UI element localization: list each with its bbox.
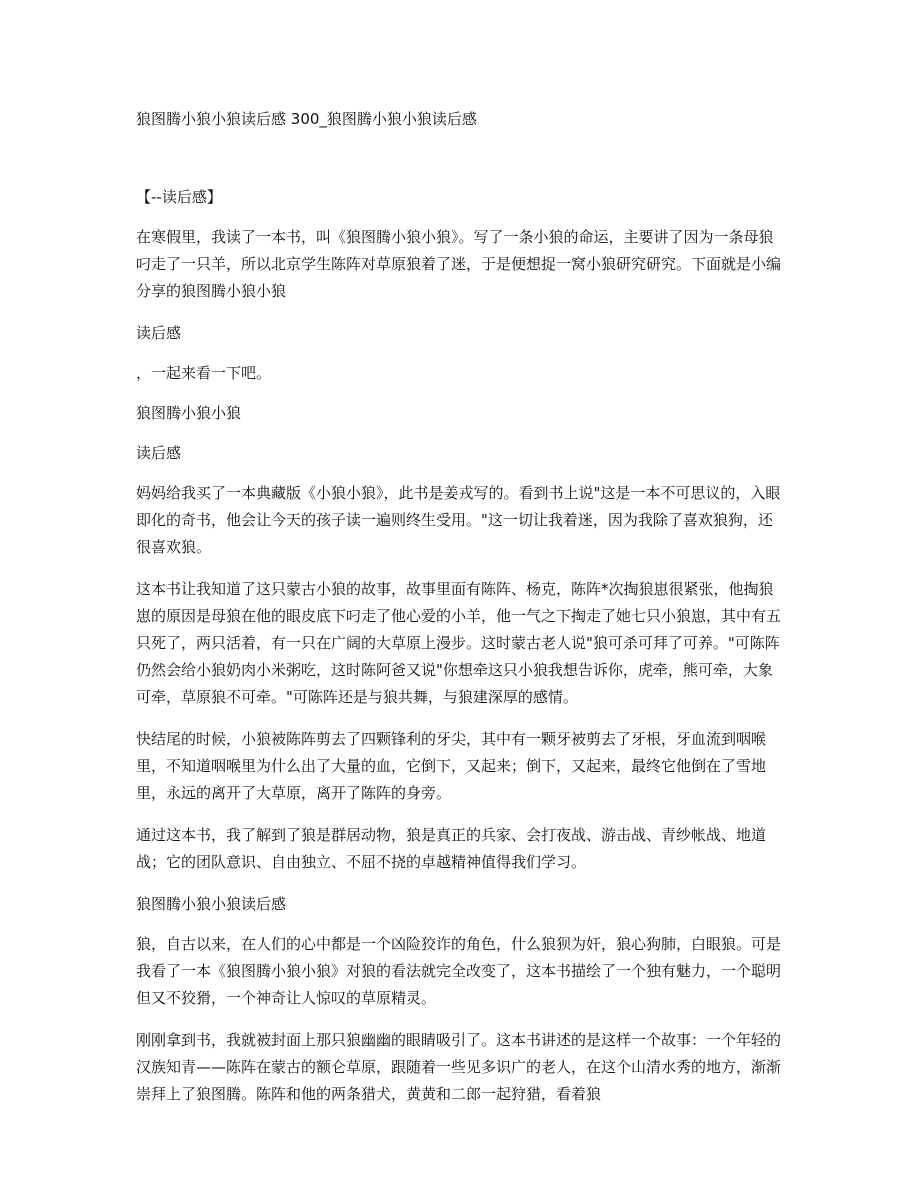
section-heading: 狼图腾小狼小狼读后感 xyxy=(136,895,287,913)
paragraph: 妈妈给我买了一本典藏版《小狼小狼》，此书是姜戎写的。看到书上说"这是一本不可思议的，入眼即化的奇书，他会让今天的孩子读一遍则终生受用。"这一切让我着迷，因为我除了喜欢狼狗，还很喜欢狼。 xyxy=(136,484,781,556)
paragraph-intro: 在寒假里，我读了一本书，叫《狼图腾小狼小狼》。写了一条小狼的命运，主要讲了因为一条母狼叼走了一只羊，所以北京学生陈阵对草原狼着了迷，于是便想捉一窝小狼研究研究。下面就是小编分享的狼图腾小狼小狼 xyxy=(136,228,782,300)
document-title: 狼图腾小狼小狼读后感 300_狼图腾小狼小狼读后感 xyxy=(136,110,477,128)
section-heading: 狼图腾小狼小狼 xyxy=(136,404,242,422)
section-heading: 读后感 xyxy=(136,444,182,462)
paragraph: 狼，自古以来，在人们的心中都是一个凶险狡诈的角色，什么狼狈为奸，狼心狗肺，白眼狼。可是我看了一本《狼图腾小狼小狼》对狼的看法就完全改变了，这本书描绘了一个独有魅力，一个聪明但又不狡猾，一个神奇让人惊叹的草原精灵。 xyxy=(136,935,782,1007)
paragraph-fragment: 读后感 xyxy=(136,324,182,342)
paragraph: 快结尾的时候，小狼被陈阵剪去了四颗锋利的牙尖，其中有一颗牙被剪去了牙根，牙血流到咽喉里，不知道咽喉里为什么出了大量的血，它倒下，又起来；倒下，又起来，最终它他倒在了雪地里，永远的离开了大草原，离开了陈阵的身旁。 xyxy=(136,730,767,802)
paragraph: 这本书让我知道了这只蒙古小狼的故事，故事里面有陈阵、杨克，陈阵*次掏狼崽很紧张，他掏狼崽的原因是母狼在他的眼皮底下叼走了他心爱的小羊，他一气之下掏走了她七只小狼崽，其中有五只死了，两只活着，有一只在广阔的大草原上漫步。这时蒙古老人说"狼可杀可拜了可养。"可陈阵仍然会给小狼奶肉小米粥吃，这时陈阿爸又说"你想牵这只小狼我想告诉你，虎牵，熊可牵，大象可牵，草原狼不可牵。"可陈阵还是与狼共舞，与狼建深厚的感情。 xyxy=(136,580,782,706)
paragraph-fragment: ，一起来看一下吧。 xyxy=(136,364,272,382)
paragraph: 通过这本书，我了解到了狼是群居动物，狼是真正的兵家、会打夜战、游击战、青纱帐战、地道战；它的团队意识、自由独立、不屈不挠的卓越精神值得我们学习。 xyxy=(136,826,767,871)
document-body xyxy=(136,184,784,1123)
section-tag: 【--读后感】 xyxy=(136,188,222,206)
paragraph: 刚刚拿到书，我就被封面上那只狼幽幽的眼睛吸引了。这本书讲述的是这样一个故事：一个年轻的汉族知青——陈阵在蒙古的额仑草原，跟随着一些见多识广的老人，在这个山清水秀的地方，渐渐崇拜上了狼图腾。陈阵和他的两条猎犬，黄黄和二郎一起狩猎，看着狼 xyxy=(136,1031,782,1103)
